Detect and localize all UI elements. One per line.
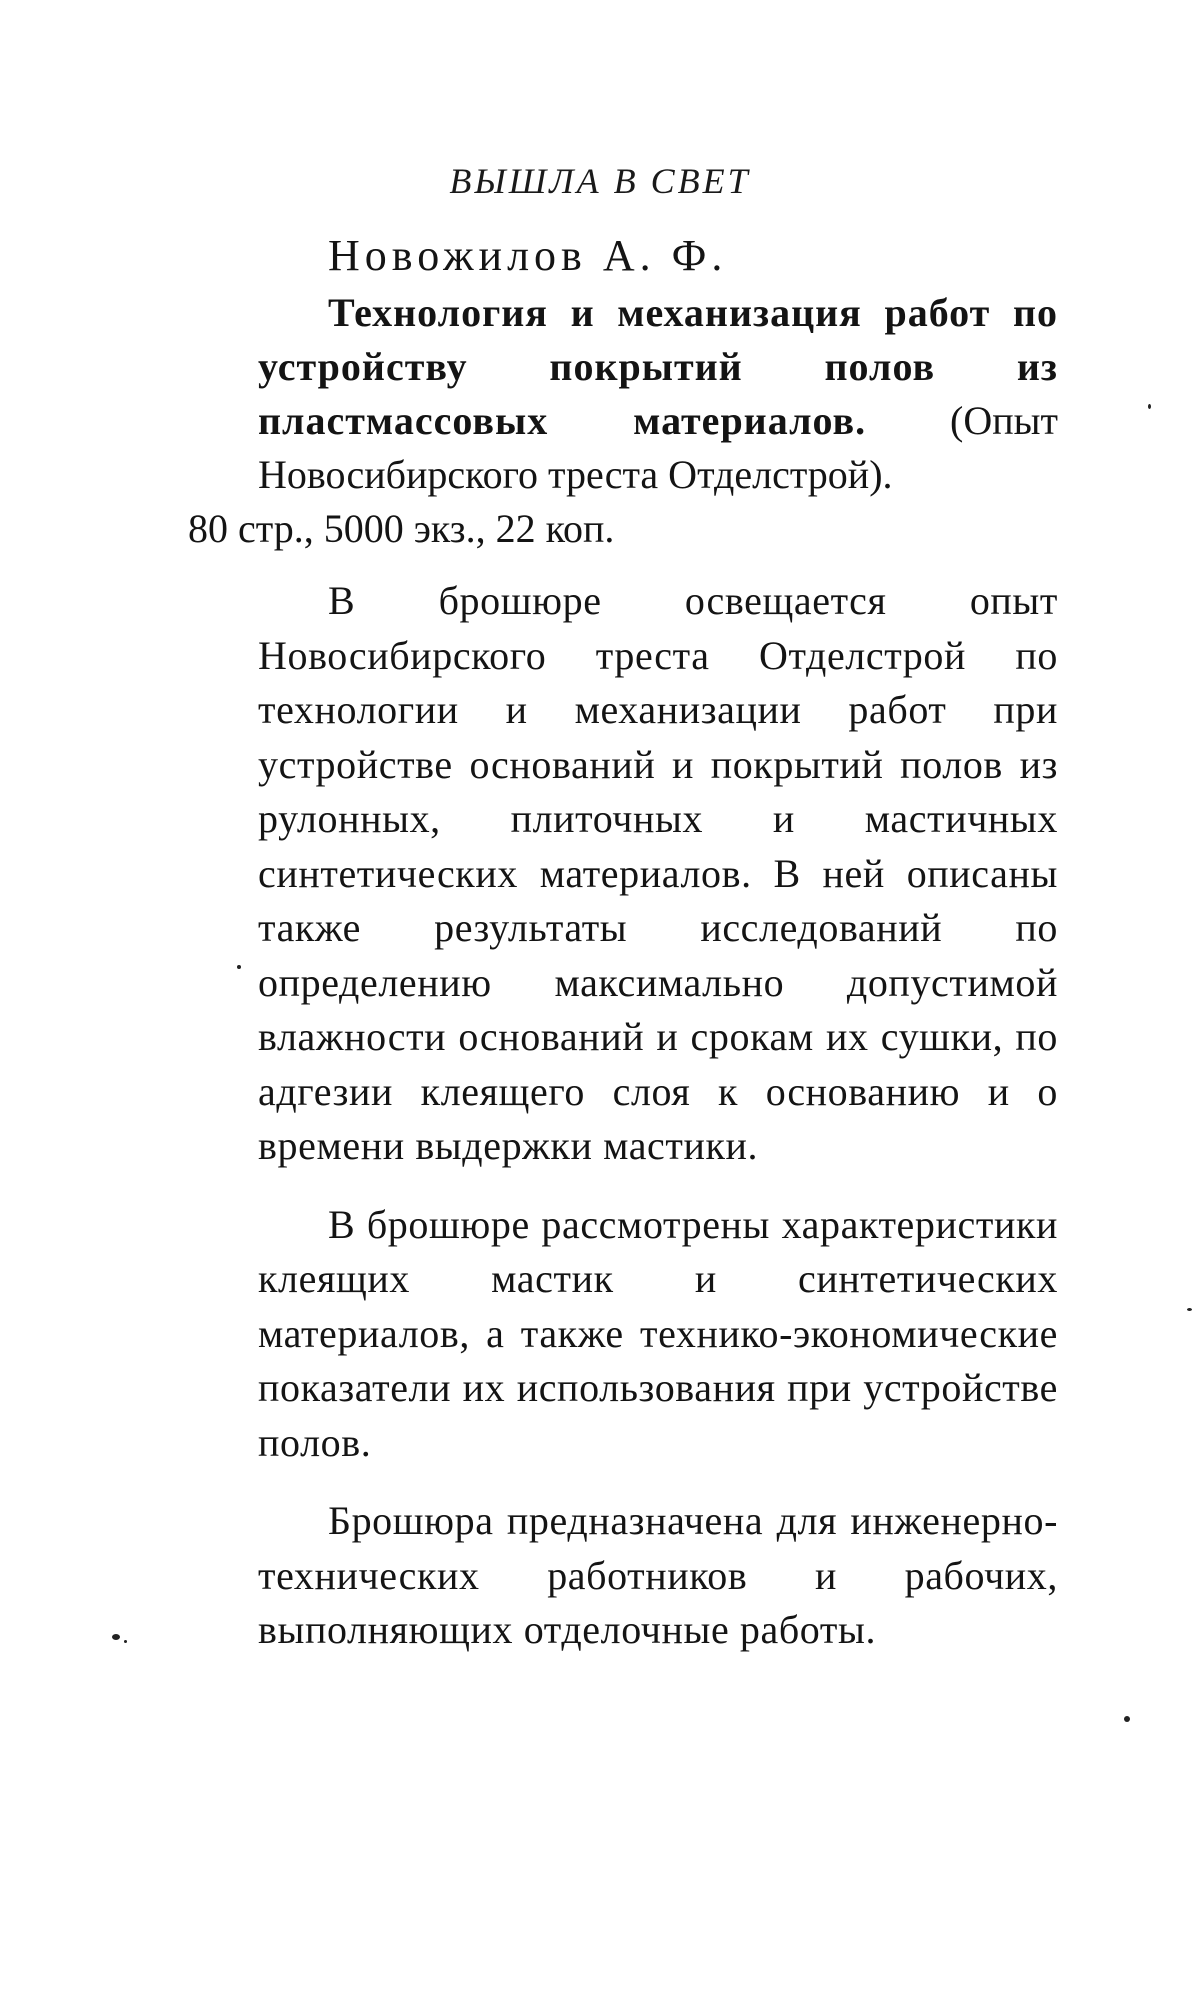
book-title: Технология и механизация работ по устройству покрытий полов из пластмассовых материалов. — [258, 290, 1058, 443]
scan-speck — [237, 965, 241, 969]
book-author: Новожилов А. Ф. — [328, 231, 728, 280]
book-imprint: 80 стр., 5000 экз., 22 коп. — [188, 506, 615, 551]
book-subtitle: (Опыт Новосибирского треста Отделстрой). — [258, 398, 1058, 497]
scan-speck — [112, 1634, 120, 1640]
scan-speck — [1148, 404, 1151, 409]
text-column — [188, 228, 1058, 1658]
scan-speck — [1124, 1716, 1130, 1722]
audience-paragraph: Брошюра предназначена для инженерно-технических работников и рабочих, выполняющих отделочные работы. — [258, 1498, 1058, 1652]
description-paragraph: В брошюре рассмотрены характеристики клеящих мастик и синтетических материалов, а также технико-экономические показатели их использования при устройстве полов. — [258, 1201, 1058, 1465]
scan-speck — [124, 1640, 127, 1643]
description-paragraph: В брошюре освещается опыт Новосибирского треста Отделстрой по технологии и механизации работ при устройстве оснований и покрытий полов из рулонных, плиточных и мастичных синтетических материалов. В ней описаны также результаты исследований по определению максимально допустимой влажности оснований и срокам их сушки, по адгезии клеящего слоя к основанию и о времени выдержки мастики. — [258, 578, 1058, 1168]
announcement-heading: ВЫШЛА В СВЕТ — [449, 161, 751, 201]
scan-speck — [1187, 1308, 1192, 1311]
book-entry — [188, 286, 1058, 556]
